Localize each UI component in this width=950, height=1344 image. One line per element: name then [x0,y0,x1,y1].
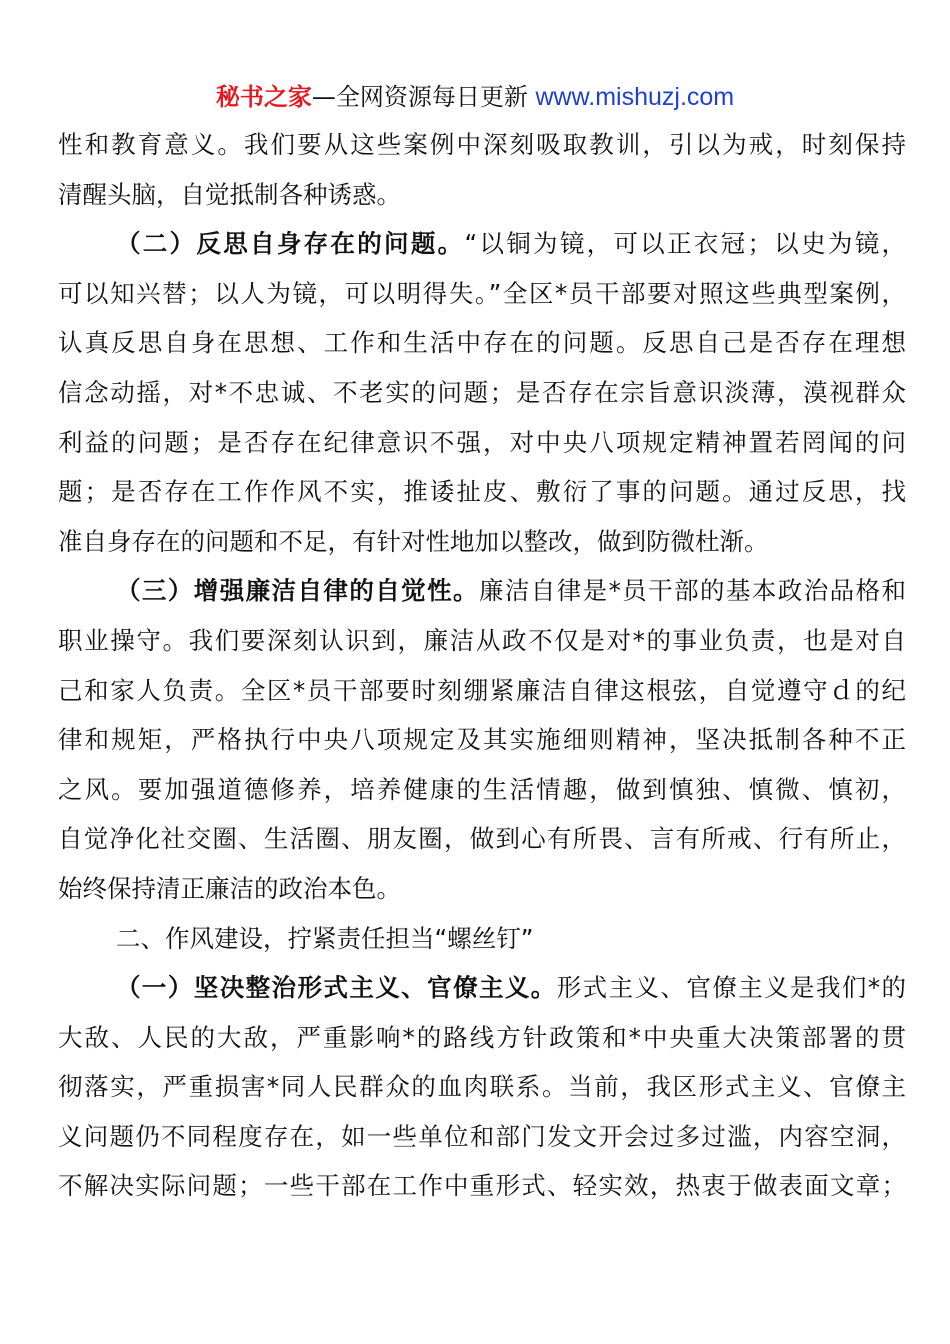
text-line [58,715,906,765]
text-line [58,467,906,517]
text-line [58,1161,906,1211]
line-text: 清醒头脑，自觉抵制各种诱惑。 [58,179,401,209]
line-text: 准自身存在的问题和不足，有针对性地加以整改，做到防微杜渐。 [58,526,769,556]
text-line [58,318,906,368]
line-text: 廉洁自律是*员干部的基本政治品格和 [478,576,907,606]
line-text: 彻落实，严重损害*同人民群众的血肉联系。当前，我区形式主义、官僚主 [58,1072,906,1102]
line-text: 大敌、人民的大敌，严重影响*的路线方针政策和*中央重大决策部署的贯 [58,1022,906,1052]
text-line [58,864,906,914]
document-body [58,120,906,1211]
text-line [58,368,906,418]
line-text: 律和规矩，严格执行中央八项规定及其实施细则精神，坚决抵制各种不正 [58,725,906,755]
text-line [58,120,906,170]
line-text: “以铜为镜，可以正衣冠；以史为镜， [464,229,906,259]
line-text: 职业操守。我们要深刻认识到，廉洁从政不仅是对*的事业负责，也是对自 [58,625,906,655]
section-heading-line [58,566,906,616]
text-line [58,616,906,666]
line-text: 利益的问题；是否存在纪律意识不强，对中央八项规定精神置若罔闻的问 [58,427,906,457]
text-line [58,269,906,319]
line-text: 题；是否存在工作作风不实，推诿扯皮、敷衍了事的问题。通过反思，找 [58,477,906,507]
text-line [58,1062,906,1112]
line-text: 可以知兴替；以人为镜，可以明得失。”全区*员干部要对照这些典型案例， [58,278,906,308]
site-tagline: —全网资源每日更新 [311,83,536,111]
line-text: 不解决实际问题；一些干部在工作中重形式、轻实效，热衷于做表面文章； [58,1171,906,1201]
text-line [58,765,906,815]
section-heading: （二）反思自身存在的问题。 [116,229,465,259]
section-heading: （一）坚决整治形式主义、官僚主义。 [116,973,557,1003]
line-text: 二、作风建设，拧紧责任担当“螺丝钉” [116,923,534,953]
text-line [58,170,906,220]
site-url[interactable]: www.mishuzj.com [535,83,735,111]
line-text: 形式主义、官僚主义是我们*的 [556,973,907,1003]
text-line [58,814,906,864]
line-text: 义问题仍不同程度存在，如一些单位和部门发文开会过多过滥，内容空洞， [58,1121,906,1151]
section-heading-line [58,963,906,1013]
line-text: 性和教育意义。我们要从这些案例中深刻吸取教训，引以为戒，时刻保持 [58,130,906,159]
line-text: 信念动摇，对*不忠诚、不老实的问题；是否存在宗旨意识淡薄，漠视群众 [58,377,906,407]
text-line [58,418,906,468]
site-brand: 秘书之家 [215,83,312,111]
line-text: 自觉净化社交圈、生活圈、朋友圈，做到心有所畏、言有所戒、行有所止， [58,824,906,854]
site-banner [0,80,950,114]
text-line [58,914,906,964]
text-line [58,1013,906,1063]
text-line [58,666,906,716]
line-text: 之风。要加强道德修养，培养健康的生活情趣，做到慎独、慎微、慎初， [58,774,906,804]
line-text: 己和家人负责。全区*员干部要时刻绷紧廉洁自律这根弦，自觉遵守ｄ的纪 [58,675,906,705]
line-text: 认真反思自身在思想、工作和生活中存在的问题。反思自己是否存在理想 [58,328,906,358]
text-line [58,517,906,567]
section-heading-line [58,219,906,269]
text-line [58,1112,906,1162]
section-heading: （三）增强廉洁自律的自觉性。 [116,576,479,606]
line-text: 始终保持清正廉洁的政治本色。 [58,873,401,903]
